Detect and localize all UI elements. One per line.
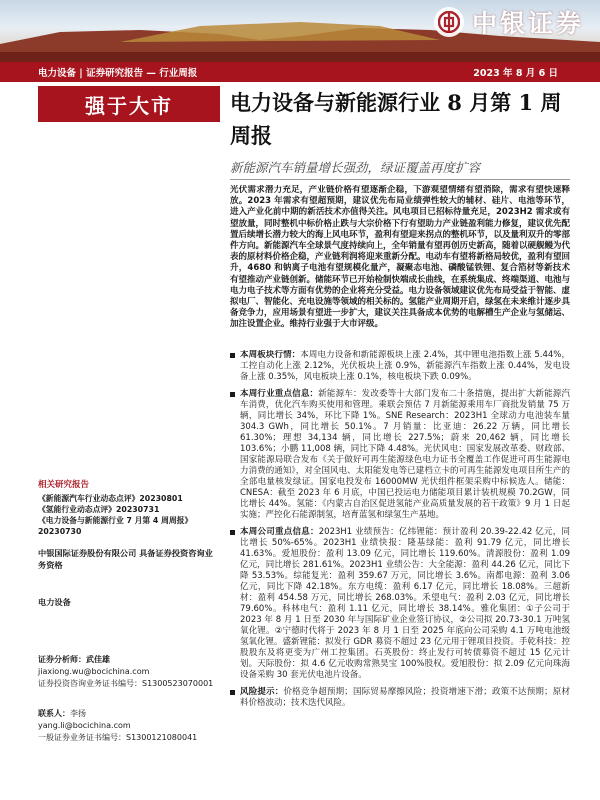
analyst-email[interactable]: jiaxiong.wu@bocichina.com [38, 667, 150, 676]
bullet-text: 价格竞争超预期；国际贸易摩擦风险；投资增速下滑；政策不达预期；原材料价格波动；技术迭代风险。 [240, 687, 570, 708]
bullet-heading: 风险提示： [240, 687, 284, 697]
bullet-text: 新能源车：发改委等十大部门发布二十条措施，提出扩大新能源汽车消费，优化汽车购买使用和管理。乘联会预估 7 月新能源乘用车厂商批发销量 75 万辆，同比增长 34%，环比下降 1%。SNE Research：2023H1 全球动力电池装车量 304.3 GWh，同比增长 50.1%。7 月销量：比亚迪：26.22 万辆，同比增长 61.30%；理想 34,134 辆，同比增长 227.5%；蔚来 20,462 辆，同比增长 103.6%；小鹏 11,008 辆，同比下降 4.48%。光伏风电：国家发展改革委、财政部、国家能源局联合发布《关于做好可再生能源绿色电力证书全覆盖工作促进可再生能源电力消费的通知》，对全国风电、太阳能发电等已建档立卡的可再生能源发电项目所生产的全部电量核发绿证。国家电投发布 16000MW 光伏组件框架采购中标候选人。储能：CNESA：截至 2023 年 6 月底，中国已投运电力储能项目累计装机规模 70.2GW，同比增长 44%。氢能：《内蒙古自治区促进氢能产业高质量发展的若干政策》9 月 1 日起实施；严控化石能源制氢，培育蓝氢和绿氢生产基地。 [240, 389, 570, 520]
bullet-text: 2023H1 业绩预告：亿纬锂能：预计盈利 20.39-22.42 亿元，同比增长 50%-65%。2023H1 业绩快报：隆基绿能：盈利 91.79 亿元，同比增长 41.63%。爱旭股份：盈利 13.09 亿元，同比增长 119.60%。清源股份：盈利 1.09 亿元，同比增长 281.61%。2023H1 业绩公告：大全能源：盈利 44.26 亿元，同比下降 53.53%。综能复光：盈利 359.67 万元，同比增长 3.6%。南都电源：盈利 3.06 亿元，同比下降 42.18%。东方电缆：盈利 6.17 亿元，同比增长 18.08%。三超新材：盈利 454.58 万元，同比增长 268.03%。禾望电气：盈利 2.03 亿元，同比增长 79.60%。科林电气：盈利 1.11 亿元，同比增长 38.14%。雅化集团：①子公司于 2023 年 8 月 1 日至 2030 年与国际矿业企业签订协议，②公司拟 20.73-30.1 万吨氢氧化锂。②宁德时代将于 2023 年 8 月 1 日至 2025 年底向公司采购 4.1 万吨电池级氢氧化锂。盛新锂能：拟发行 GDR 募资不超过 23 亿元用于锂项目投资。手乾科技：控股股东及将更变为广州工控集团。石英股份：终止发行可转债募资不超过 15 亿元计划。天际股份：拟 4.6 亿元收购常熟昊宝 100%股权。爱旭股份：拟 2.09 亿元向珠海设备采购 30 套光伏电池片设备。 [240, 527, 570, 680]
bullet-heading: 本周行业重点信息： [240, 389, 319, 399]
contact-cert: 一般证券业务证书编号：S1300121080041 [38, 733, 198, 742]
contact-name: 李扬 [70, 709, 86, 718]
bullet-company-news [230, 527, 570, 681]
contact-label: 联系人： [38, 709, 70, 718]
related-report-link[interactable]: 《新能源汽车行业动态点评》20230801 [38, 494, 183, 503]
key-points-list [230, 350, 570, 780]
analyst-cert: 证券投资咨询业务证书编号：S1300523070001 [38, 679, 214, 688]
industry-label: 电力设备 [38, 597, 71, 607]
bullet-heading: 本周板块行情： [240, 350, 301, 360]
sidebar [38, 478, 220, 744]
bullet-market [230, 350, 570, 383]
report-meta-bar [0, 62, 600, 82]
analyst-name: 武佳雄 [86, 655, 110, 664]
bullet-heading: 本周公司重点信息： [240, 527, 319, 537]
brand-name: 中银证券 [471, 9, 584, 38]
breadcrumb: 电力设备 | 证券研究报告 — 行业周报 [38, 68, 198, 79]
report-subtitle: 新能源汽车销量增长强劲，绿证覆盖再度扩容 [230, 160, 481, 175]
contact-email[interactable]: yang.li@bocichina.com [38, 721, 131, 730]
brand-logo [434, 4, 584, 40]
bullet-risk [230, 687, 570, 709]
related-report-link[interactable]: 《电力设备与新能源行业 7 月第 4 周周报》20230730 [38, 516, 193, 536]
summary-paragraph: 光伏需求潜力充足，产业链价格有望逐渐企稳，下游观望情绪有望消除，需求有望快速释放。2023 年需求有望超预期，建议优先布局业绩弹性较大的辅材、硅片、电池等环节，进入产业化前中期的新活技术亦值得关注。风电项目已招标待量充足，2023H2 需求或有望放量，同时整机中标价格止跌与大宗价格下行有望助力产业链盈利能力修复，建议优先配置后续增长潜力较大的海上风电环节，盈利有望迎来拐点的整机环节，以及量利双升的零部件方向。新能源汽车全球景气度持续向上，全年销量有望再创历史新高，随着以硬舰鳗为代表的原材料价格企稳，产业链利润将迎来重新分配。电动车有望将新格局较优，盈利有望回升，4680 和钠离子电池有望规模化量产，凝聚态电池、磷酸锰铁锂、复合箔材等新技术有望推动产业链创新。储能环节已开始检制快端成长曲线，在系统集成、终端渠道、电池与电力电子技术等方面有优势的企业将充分受益。电力设备领域建议优先布局受益于智能、虚拟电厂、智能化、充电设施等领域的相关标的。氢能产业周期开启，绿氢在未来维计逐步具备竞争力，应用场景有望进一步扩大，建议关注具备成本优势的电解槽生产企业与氢储运、加注设置企业。维持行业强于大市评级。 [230, 185, 570, 330]
related-report-link[interactable]: 《氢能行业动态点评》20230731 [38, 505, 160, 514]
company-name: 中银国际证券股份有限公司 具备证券投资咨询业务资格 [38, 548, 213, 570]
analyst-block [38, 654, 220, 690]
report-title: 电力设备与新能源行业 8 月第 1 周周报 [230, 90, 562, 148]
contact-block [38, 708, 220, 744]
bank-of-china-logo-icon [434, 7, 464, 37]
bullet-text: 本周电力设备和新能源板块上涨 2.4%，其中锂电池指数上涨 5.44%，工控自动化上涨 2.12%，光伏板块上涨 0.9%，新能源汽车指数上涨 0.44%，发电设备上涨 0.35%，风电板块上涨 0.1%，核电板块下跌 0.09%。 [240, 350, 570, 382]
report-date: 2023 年 8 月 6 日 [473, 68, 558, 79]
bullet-industry-news [230, 389, 570, 521]
rating-badge: 强于大市 [38, 86, 220, 122]
title-divider [230, 179, 570, 180]
header-banner [0, 0, 600, 62]
analyst-label: 证券分析师： [38, 655, 86, 664]
related-reports-title: 相关研究报告 [38, 480, 90, 490]
